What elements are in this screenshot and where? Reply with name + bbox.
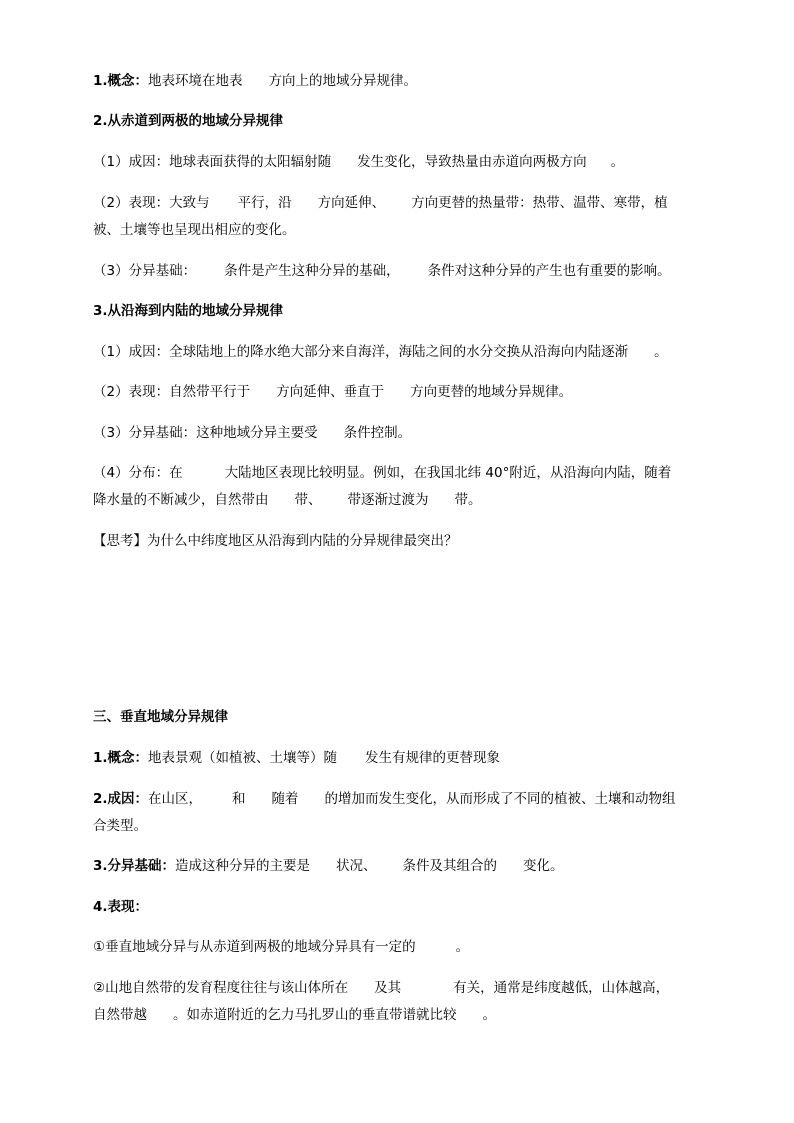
text: 平行，沿 [237, 195, 292, 211]
text: （3）分异基础： [93, 263, 197, 279]
text: 方向上的地域分异规律。 [268, 73, 418, 89]
text: 。 [654, 344, 668, 360]
text: 降水量的不断减少，自然带由 [93, 492, 269, 508]
text: （3）分异基础：这种地域分异主要受 [93, 425, 318, 441]
basis-line [93, 258, 705, 285]
text: 条件是产生这种分异的基础， [224, 263, 400, 279]
concept-lead: 1.概念： [93, 750, 149, 766]
text: 带逐渐过渡为 [347, 492, 429, 508]
text: 自然带越 [93, 1007, 147, 1023]
concept-lead: 1.概念： [93, 73, 149, 89]
manifestation-item-2 [93, 975, 705, 1002]
cause-line [93, 149, 705, 176]
text: （1）成因：地球表面获得的太阳辐射随 [93, 154, 332, 170]
heading-equator-poles: 2.从赤道到两极的地域分异规律 [93, 113, 284, 129]
text: 状况、 [336, 858, 377, 874]
distribution-line-cont [93, 487, 705, 514]
manifestation-item-1 [93, 934, 705, 961]
text: 方向更替的地域分异规律。 [410, 384, 573, 400]
text: 大陆地区表现比较明显。例如，在我国北纬 40°附近，从沿海向内陆，随着 [224, 465, 672, 481]
text: 。如赤道附近的乞力马扎罗山的垂直带谱就比较 [173, 1007, 457, 1023]
vertical-concept-line [93, 745, 705, 772]
text: ②山地自然带的发育程度往往与该山体所在 [93, 980, 349, 996]
text: 。 [610, 154, 625, 170]
vertical-cause-line [93, 786, 705, 813]
vertical-cause-line-cont: 合类型。 [93, 818, 147, 834]
text: 。 [482, 1007, 496, 1023]
think-question: 【思考】为什么中纬度地区从沿海到内陆的分异规律最突出？ [93, 533, 458, 549]
text: 和 [232, 791, 246, 807]
manifestation-line-2 [93, 379, 705, 406]
text: 地表景观（如植被、土壤等）随 [148, 750, 338, 766]
text: 条件及其组合的 [402, 858, 498, 874]
text: （2）表现：自然带平行于 [93, 384, 251, 400]
text: 造成这种分异的主要是 [175, 858, 311, 874]
text: 带、 [294, 492, 322, 508]
heading-vertical: 三、垂直地域分异规律 [93, 709, 228, 725]
text: ①垂直地域分异与从赤道到两极的地域分异具有一定的 [93, 939, 416, 955]
cause-lead: 2.成因： [93, 791, 149, 807]
heading-coast-inland: 3.从沿海到内陆的地域分异规律 [93, 303, 284, 319]
manifestation-line-cont: 被、土壤等也呈现出相应的变化。 [93, 222, 296, 238]
cause-line-2 [93, 339, 705, 366]
text: 发生有规律的更替现象 [365, 750, 501, 766]
text: 地表环境在地表 [148, 73, 243, 89]
basis-line-2 [93, 420, 705, 447]
text: （2）表现：大致与 [93, 195, 210, 211]
text: 条件控制。 [343, 425, 412, 441]
text: 方向更替的热量带：热带、温带、寒带，植 [411, 195, 668, 211]
text: 。 [455, 939, 470, 955]
text: 发生变化，导致热量由赤道向两极方向 [357, 154, 587, 170]
text: 随着 [271, 791, 299, 807]
basis-lead: 3.分异基础： [93, 858, 176, 874]
text: 及其 [374, 980, 402, 996]
text: 变化。 [523, 858, 564, 874]
text: 的增加而发生变化，从而形成了不同的植被、土壤和动物组 [324, 791, 676, 807]
concept-line [93, 68, 705, 95]
distribution-line [93, 460, 705, 487]
text: （4）分布：在 [93, 465, 183, 481]
text: 方向延伸、垂直于 [276, 384, 385, 400]
text: 在山区， [148, 791, 203, 807]
text: 条件对这种分异的产生也有重要的影响。 [427, 263, 671, 279]
text: （1）成因：全球陆地上的降水绝大部分来自海洋，海陆之间的水分交换从沿海向内陆逐渐 [93, 344, 629, 360]
manifestation-line [93, 190, 705, 217]
text: 带。 [454, 492, 482, 508]
vertical-basis-line [93, 853, 705, 880]
text: 方向延伸、 [317, 195, 386, 211]
text: 有关，通常是纬度越低，山体越高， [453, 980, 670, 996]
manifestation-item-2-cont [93, 1002, 705, 1029]
manifestation-heading: 4.表现： [93, 899, 149, 915]
